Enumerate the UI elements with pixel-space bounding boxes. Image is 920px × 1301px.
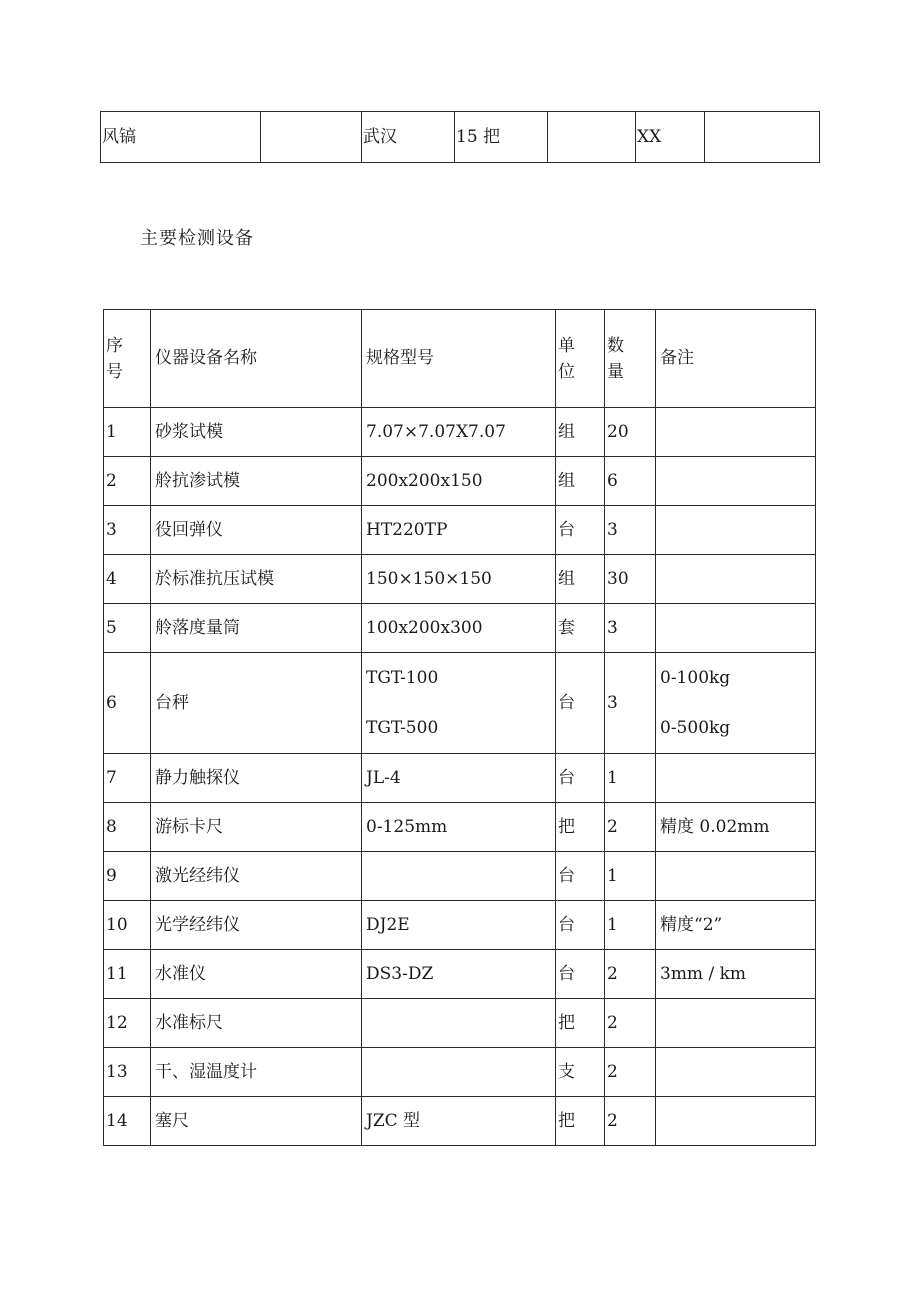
cell-name: 光学经纬仪 bbox=[151, 901, 362, 950]
cell-unit: 组 bbox=[556, 408, 605, 457]
carryover-table bbox=[100, 111, 820, 163]
cell-name: 塞尺 bbox=[151, 1097, 362, 1146]
cell-spec bbox=[362, 852, 556, 901]
header-note: 备注 bbox=[656, 310, 816, 408]
cell-note bbox=[656, 604, 816, 653]
cell-note bbox=[656, 408, 816, 457]
cell-note-line: 3mm / km bbox=[660, 963, 747, 984]
cell-spec-line: JZC 型 bbox=[366, 1110, 421, 1131]
cell-unit: 台 bbox=[556, 653, 605, 754]
cell-note bbox=[656, 555, 816, 604]
section-heading: 主要检测设备 bbox=[140, 228, 254, 249]
cell-name: 舲落度量筒 bbox=[151, 604, 362, 653]
cell-note bbox=[656, 1048, 816, 1097]
cell-index: 2 bbox=[104, 457, 151, 506]
cell-qty: 20 bbox=[605, 408, 656, 457]
cell-spec bbox=[362, 457, 556, 506]
cell-name: 水准标尺 bbox=[151, 999, 362, 1048]
cell-note-line: 0-500kg bbox=[660, 718, 731, 738]
cell-spec-line: JL-4 bbox=[366, 767, 401, 788]
cell-unit: 台 bbox=[556, 901, 605, 950]
cell-qty: 2 bbox=[605, 1097, 656, 1146]
cell-name: 砂浆试模 bbox=[151, 408, 362, 457]
table-row bbox=[104, 604, 816, 653]
cell-spec bbox=[362, 555, 556, 604]
cell-index: 9 bbox=[104, 852, 151, 901]
table-row bbox=[104, 457, 816, 506]
table-cell bbox=[548, 112, 636, 163]
cell-qty: 3 bbox=[605, 604, 656, 653]
table-cell bbox=[261, 112, 362, 163]
cell-note bbox=[656, 852, 816, 901]
table-cell: 武汉 bbox=[362, 112, 455, 163]
cell-index: 10 bbox=[104, 901, 151, 950]
cell-qty: 2 bbox=[605, 1048, 656, 1097]
cell-spec-line: DS3-DZ bbox=[366, 963, 434, 984]
cell-spec-line: 100x200x300 bbox=[366, 617, 483, 638]
cell-index: 4 bbox=[104, 555, 151, 604]
cell-note bbox=[656, 803, 816, 852]
table-header-row bbox=[104, 310, 816, 408]
cell-unit: 把 bbox=[556, 803, 605, 852]
cell-unit: 台 bbox=[556, 754, 605, 803]
cell-qty: 6 bbox=[605, 457, 656, 506]
table-row bbox=[104, 999, 816, 1048]
cell-note bbox=[656, 950, 816, 999]
cell-index: 11 bbox=[104, 950, 151, 999]
cell-note bbox=[656, 457, 816, 506]
table-row bbox=[104, 852, 816, 901]
table-row bbox=[104, 950, 816, 999]
cell-spec bbox=[362, 754, 556, 803]
cell-name: 台秤 bbox=[151, 653, 362, 754]
table-row bbox=[104, 803, 816, 852]
cell-name: 游标卡尺 bbox=[151, 803, 362, 852]
cell-spec bbox=[362, 506, 556, 555]
cell-spec bbox=[362, 901, 556, 950]
cell-spec-line: TGT-100 bbox=[366, 668, 439, 688]
cell-note-line: 精度“2” bbox=[660, 914, 723, 935]
cell-note bbox=[656, 653, 816, 754]
cell-spec-line: 150×150×150 bbox=[366, 568, 492, 589]
cell-note-line: 精度 0.02mm bbox=[660, 816, 770, 837]
cell-name: 激光经纬仪 bbox=[151, 852, 362, 901]
header-unit: 单 位 bbox=[556, 310, 605, 408]
cell-note bbox=[656, 506, 816, 555]
cell-unit: 组 bbox=[556, 457, 605, 506]
cell-name: 役回弹仪 bbox=[151, 506, 362, 555]
cell-spec-line: 7.07×7.07X7.07 bbox=[366, 421, 506, 442]
cell-spec bbox=[362, 408, 556, 457]
header-name: 仪器设备名称 bbox=[151, 310, 362, 408]
table-cell: 15 把 bbox=[455, 112, 548, 163]
cell-spec-line: TGT-500 bbox=[366, 718, 439, 738]
cell-index: 5 bbox=[104, 604, 151, 653]
table-row bbox=[104, 754, 816, 803]
table-row bbox=[104, 506, 816, 555]
cell-name: 静力触探仪 bbox=[151, 754, 362, 803]
header-qty: 数 量 bbox=[605, 310, 656, 408]
cell-spec-line: 200x200x150 bbox=[366, 470, 483, 491]
cell-unit: 支 bbox=[556, 1048, 605, 1097]
cell-note bbox=[656, 999, 816, 1048]
cell-index: 6 bbox=[104, 653, 151, 754]
table-row bbox=[104, 1048, 816, 1097]
cell-qty: 30 bbox=[605, 555, 656, 604]
cell-note bbox=[656, 901, 816, 950]
cell-note-line: 0-100kg bbox=[660, 668, 731, 688]
table-cell: XX bbox=[636, 112, 705, 163]
cell-qty: 2 bbox=[605, 999, 656, 1048]
cell-spec bbox=[362, 1097, 556, 1146]
cell-note bbox=[656, 754, 816, 803]
cell-name: 水准仪 bbox=[151, 950, 362, 999]
cell-name: 舲抗渗试模 bbox=[151, 457, 362, 506]
cell-unit: 台 bbox=[556, 852, 605, 901]
cell-index: 12 bbox=[104, 999, 151, 1048]
cell-index: 1 bbox=[104, 408, 151, 457]
header-index: 序 号 bbox=[104, 310, 151, 408]
cell-unit: 台 bbox=[556, 506, 605, 555]
table-row bbox=[104, 408, 816, 457]
cell-unit: 台 bbox=[556, 950, 605, 999]
cell-qty: 1 bbox=[605, 852, 656, 901]
table-row bbox=[104, 901, 816, 950]
cell-unit: 组 bbox=[556, 555, 605, 604]
table-row bbox=[104, 653, 816, 754]
cell-note bbox=[656, 1097, 816, 1146]
cell-spec bbox=[362, 999, 556, 1048]
cell-name: 干、湿温度计 bbox=[151, 1048, 362, 1097]
cell-qty: 3 bbox=[605, 506, 656, 555]
table-cell: 风镐 bbox=[101, 112, 261, 163]
cell-unit: 套 bbox=[556, 604, 605, 653]
cell-qty: 3 bbox=[605, 653, 656, 754]
cell-unit: 把 bbox=[556, 1097, 605, 1146]
cell-spec bbox=[362, 653, 556, 754]
table-row bbox=[104, 1097, 816, 1146]
cell-spec bbox=[362, 604, 556, 653]
cell-index: 8 bbox=[104, 803, 151, 852]
cell-spec bbox=[362, 950, 556, 999]
cell-unit: 把 bbox=[556, 999, 605, 1048]
cell-index: 7 bbox=[104, 754, 151, 803]
cell-spec-line: DJ2E bbox=[366, 914, 410, 935]
cell-qty: 1 bbox=[605, 754, 656, 803]
cell-qty: 2 bbox=[605, 803, 656, 852]
cell-index: 13 bbox=[104, 1048, 151, 1097]
cell-index: 14 bbox=[104, 1097, 151, 1146]
header-spec: 规格型号 bbox=[362, 310, 556, 408]
table-row bbox=[101, 112, 820, 163]
cell-spec bbox=[362, 803, 556, 852]
equipment-table bbox=[103, 309, 816, 1146]
table-row bbox=[104, 555, 816, 604]
cell-name: 於标准抗压试模 bbox=[151, 555, 362, 604]
cell-spec bbox=[362, 1048, 556, 1097]
cell-qty: 1 bbox=[605, 901, 656, 950]
cell-qty: 2 bbox=[605, 950, 656, 999]
cell-index: 3 bbox=[104, 506, 151, 555]
cell-spec-line: HT220TP bbox=[366, 519, 448, 540]
table-cell bbox=[705, 112, 820, 163]
cell-spec-line: 0-125mm bbox=[366, 816, 448, 837]
